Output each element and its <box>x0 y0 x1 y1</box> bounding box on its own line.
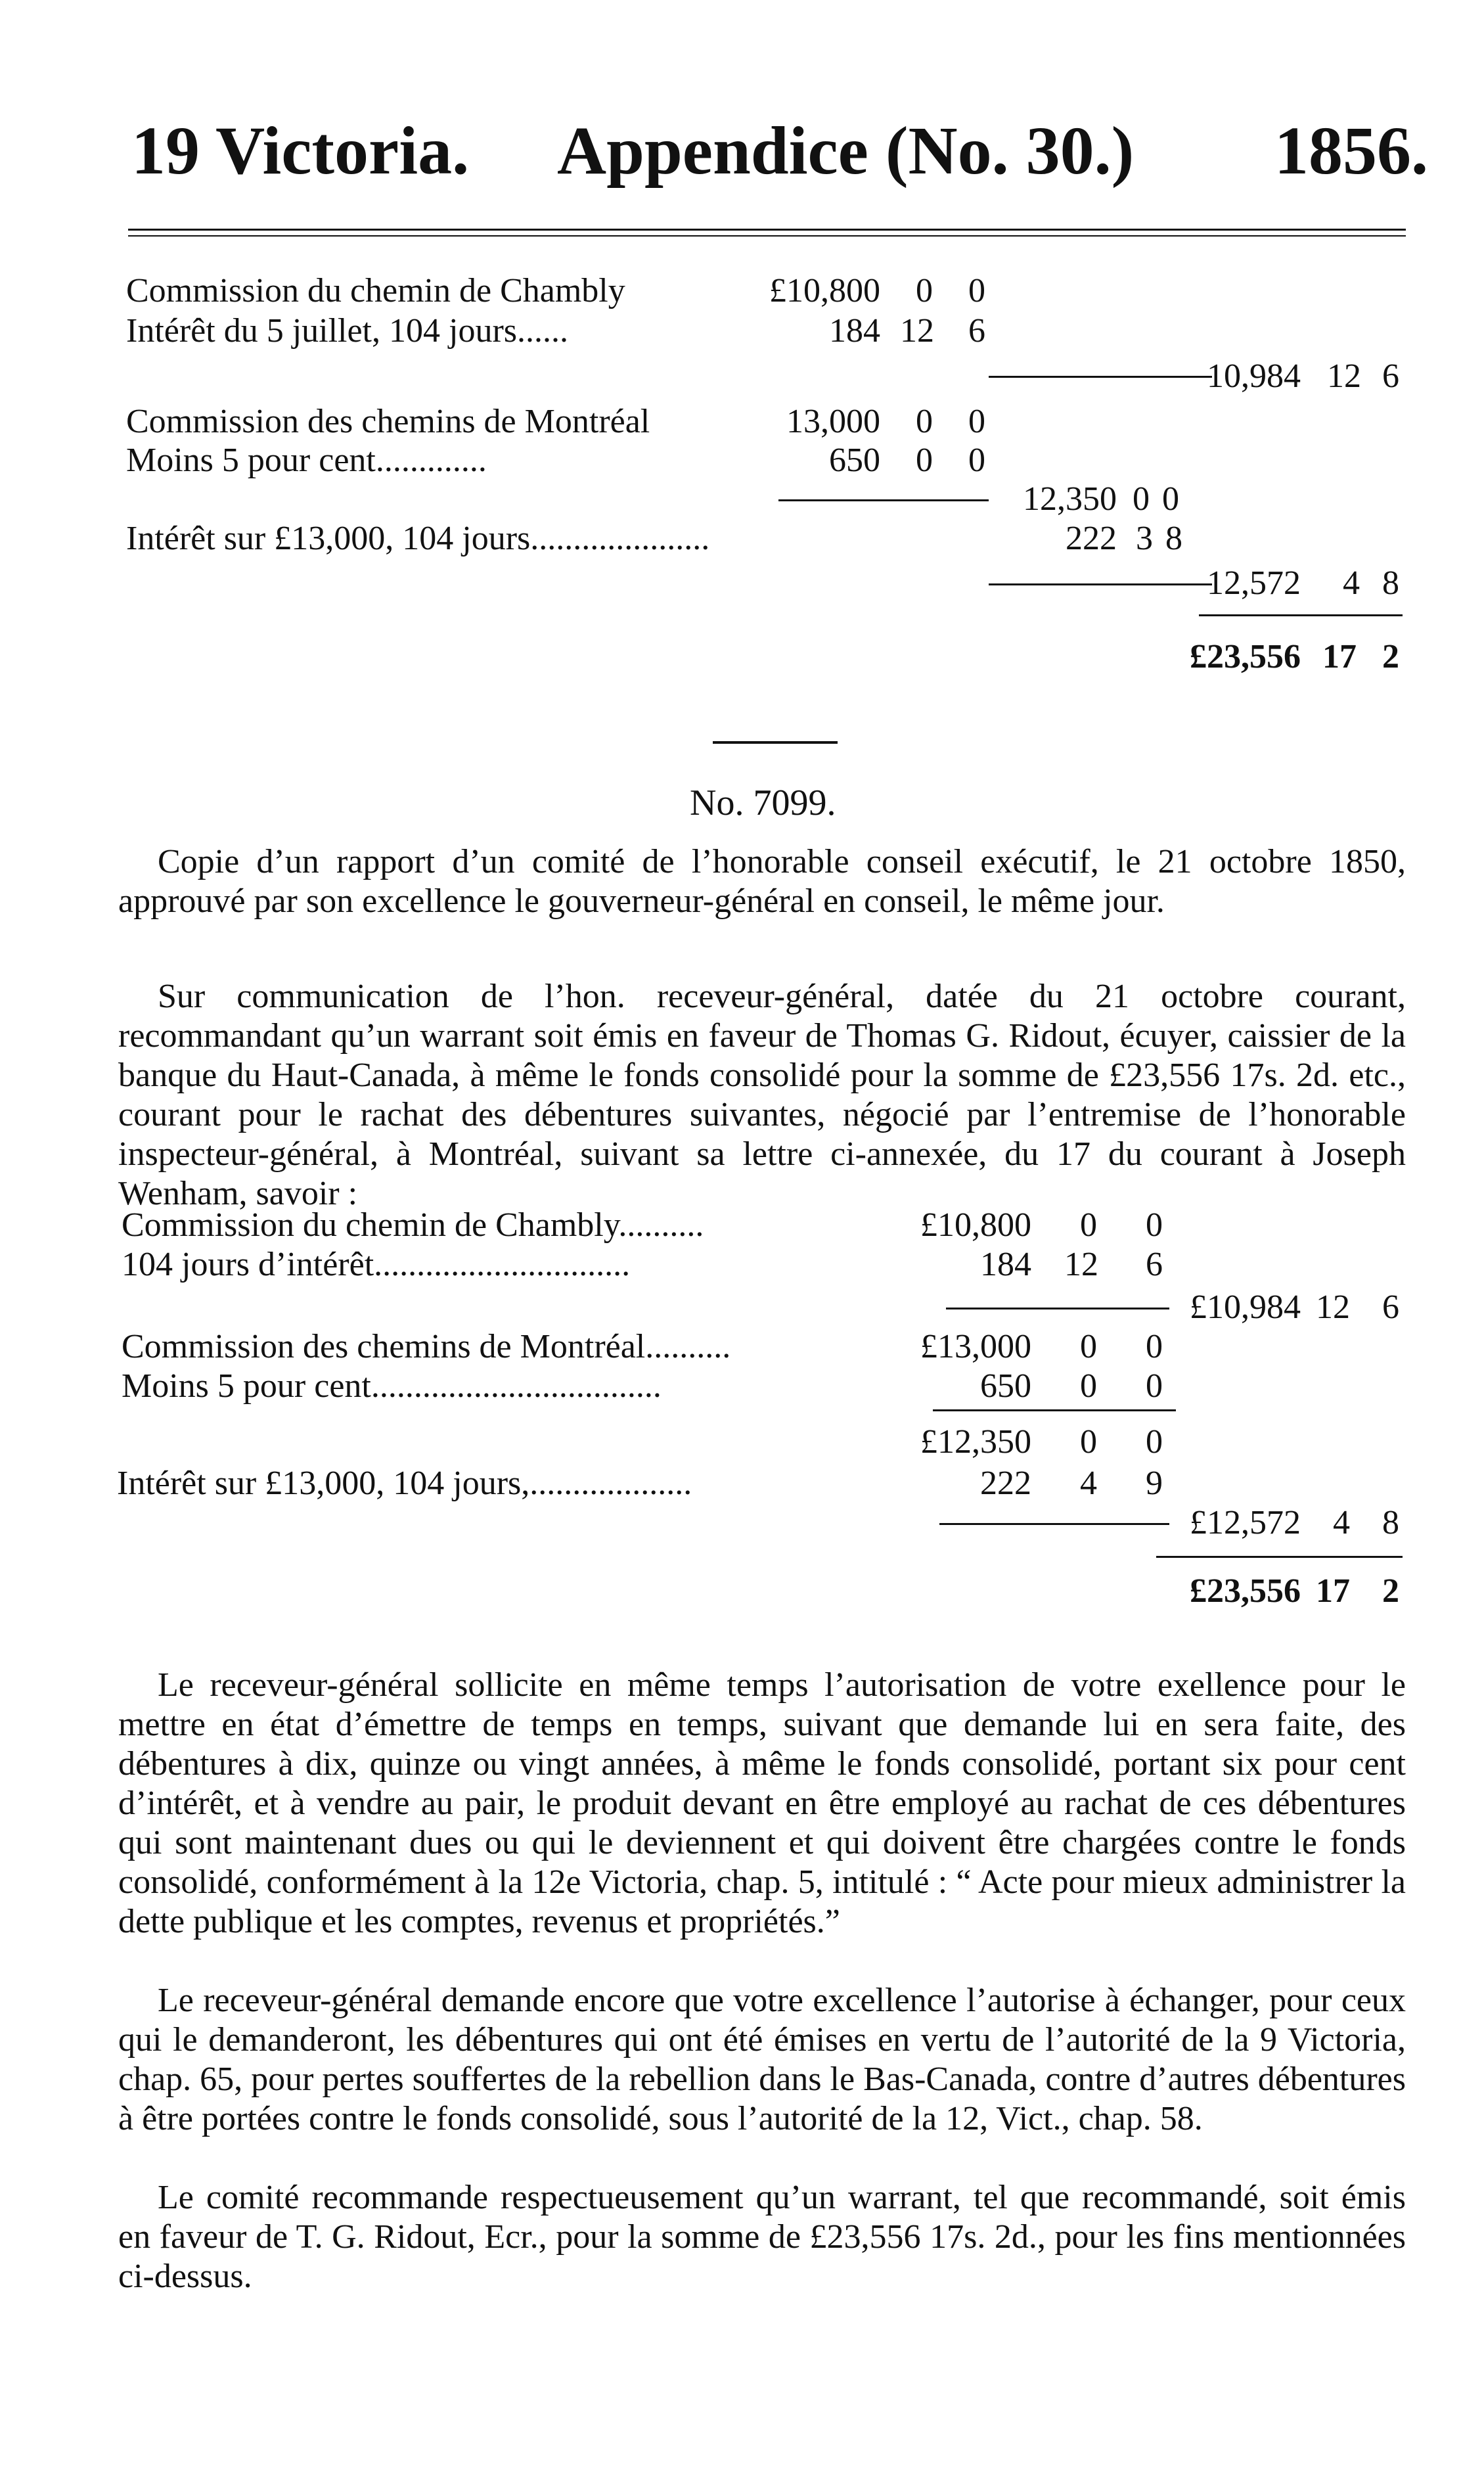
total-shillings: 12 <box>1327 357 1361 395</box>
paragraph-exchange <box>118 1981 1406 2139</box>
exchange-text: Le receveur-général demande encore que votre excellence l’autorise à échanger, pour ceux qui le demanderont, les débentures qui ont été émises en vertu de l’autorité de la 9 Victoria, chap. 65, pour pertes souffertes de la rebellion dans le Bas-Canada, contre d’autres débentures à être portées contre le fonds consolidé, sous l’autorité de la 12, Vict., chap. 58. <box>118 1982 1406 2137</box>
subtotal-rule <box>989 583 1212 585</box>
row-label: Intérêt sur £13,000, 104 jours..................... <box>126 520 710 557</box>
amount-pounds: 650 <box>829 442 880 479</box>
amount-pence: 9 <box>1146 1465 1163 1502</box>
grand-total-pence: 2 <box>1382 638 1399 675</box>
amount-pence: 6 <box>968 312 985 350</box>
amount-shillings: 0 <box>1080 1328 1097 1365</box>
amount-shillings: 12 <box>900 312 934 350</box>
section-separator <box>713 741 838 744</box>
header-rule-top <box>128 229 1406 231</box>
row-label: 104 jours d’intérêt.............................. <box>122 1246 631 1283</box>
amount-pounds: £10,800 <box>769 272 880 309</box>
amount-pence: 6 <box>1146 1246 1163 1283</box>
grand-total-pounds: £23,556 <box>1190 638 1301 675</box>
grand-total-shillings: 17 <box>1316 1572 1350 1610</box>
subtotal-rule <box>939 1523 1169 1525</box>
amount-pounds: 222 <box>1066 520 1117 557</box>
grand-total-rule <box>1199 614 1403 616</box>
amount-shillings: 0 <box>916 272 933 309</box>
intro-paragraph <box>118 842 1406 921</box>
amount-shillings: 0 <box>1080 1206 1097 1244</box>
row-label: Commission des chemins de Montréal.......... <box>122 1328 731 1365</box>
grand-total-shillings: 17 <box>1322 638 1357 675</box>
row-label: Intérêt du 5 juillet, 104 jours...... <box>126 312 569 350</box>
grand-total-rule <box>1156 1556 1403 1558</box>
subtotal-pence: 0 <box>1146 1423 1163 1461</box>
subtotal-pounds: £12,350 <box>920 1423 1031 1461</box>
amount-pounds: £13,000 <box>920 1328 1031 1365</box>
amount-pounds: £10,800 <box>920 1206 1031 1244</box>
subtotal-rule <box>989 376 1212 378</box>
grand-total-pounds: £23,556 <box>1190 1572 1301 1610</box>
paragraph-communication <box>118 977 1406 1214</box>
subtotal-pence: 0 <box>1162 480 1179 518</box>
amount-shillings: 0 <box>916 442 933 479</box>
total-shillings: 12 <box>1316 1288 1350 1326</box>
total-pence: 8 <box>1382 1504 1399 1541</box>
amount-pounds: 13,000 <box>786 403 880 440</box>
row-label: Commission du chemin de Chambly <box>126 272 625 309</box>
total-pence: 6 <box>1382 357 1399 395</box>
row-label: Intérêt sur £13,000, 104 jours,................... <box>117 1465 692 1502</box>
subtotal-rule <box>778 499 989 501</box>
header-rule-bottom <box>128 235 1406 237</box>
total-pounds: 10,984 <box>1207 357 1301 395</box>
amount-shillings: 0 <box>1080 1367 1097 1405</box>
amount-pence: 0 <box>1146 1367 1163 1405</box>
amount-pounds: 184 <box>980 1246 1031 1283</box>
amount-pounds: 222 <box>980 1465 1031 1502</box>
authorization-text: Le receveur-général sollicite en même temps l’autorisation de votre exellence pour le mettre en état d’émettre de temps en temps, suivant que demande lui en sera faite, des débentures à dix, quinze ou vingt années, à même le fonds consolidé, portant six pour cent d’intérêt, et à vendre au pair, le produit devant en être employé au rachat de ces débentures qui sont maintenant dues ou qui le deviennent et qui doivent être chargées contre le fonds consolidé, conformément à la 12e Victoria, chap. 5, intitulé : “ Acte pour mieux administrer la dette publique et les comptes, revenus et propriétés.” <box>118 1666 1406 1940</box>
amount-shillings: 12 <box>1064 1246 1098 1283</box>
total-pounds: £12,572 <box>1190 1504 1301 1541</box>
amount-pence: 0 <box>1146 1328 1163 1365</box>
paragraph-authorization <box>118 1666 1406 1942</box>
subtotal-rule <box>946 1308 1169 1309</box>
amount-shillings: 3 <box>1136 520 1153 557</box>
communication-text: Sur communication de l’hon. receveur-général, datée du 21 octobre courant, recommandant qu’un warrant soit émis en faveur de Thomas G. Ridout, écuyer, caissier de la banque du Haut-Canada, à même le fonds consolidé pour la somme de £23,556 17s. 2d. etc., courant pour le rachat des débentures suivantes, négocié par l’entremise de l’honorable inspecteur-général, à Montréal, suivant sa lettre ci-annexée, du 17 du courant à Joseph Wenham, savoir : <box>118 978 1406 1212</box>
grand-total-pence: 2 <box>1382 1572 1399 1610</box>
row-label: Moins 5 pour cent.................................. <box>122 1367 662 1405</box>
total-pence: 6 <box>1382 1288 1399 1326</box>
amount-pence: 8 <box>1165 520 1182 557</box>
row-label: Commission des chemins de Montréal <box>126 403 650 440</box>
header-year: 1856. <box>1274 113 1428 189</box>
amount-shillings: 0 <box>916 403 933 440</box>
row-label: Moins 5 pour cent............. <box>126 442 487 479</box>
total-pounds: £10,984 <box>1190 1288 1301 1326</box>
header-volume: 19 Victoria. <box>131 113 470 189</box>
total-shillings: 4 <box>1333 1504 1350 1541</box>
amount-shillings: 4 <box>1080 1465 1097 1502</box>
amount-pounds: 650 <box>980 1367 1031 1405</box>
subtotal-shillings: 0 <box>1133 480 1150 518</box>
subtotal-pounds: 12,350 <box>1023 480 1117 518</box>
subtotal-rule <box>933 1409 1176 1411</box>
total-pounds: 12,572 <box>1207 564 1301 602</box>
total-pence: 8 <box>1382 564 1399 602</box>
amount-pounds: 184 <box>829 312 880 350</box>
amount-pence: 0 <box>968 272 985 309</box>
amount-pence: 0 <box>968 403 985 440</box>
amount-pence: 0 <box>968 442 985 479</box>
total-shillings: 4 <box>1343 564 1360 602</box>
header-appendix: Appendice (No. 30.) <box>557 113 1135 189</box>
document-number: No. 7099. <box>690 783 836 823</box>
amount-pence: 0 <box>1146 1206 1163 1244</box>
subtotal-shillings: 0 <box>1080 1423 1097 1461</box>
recommendation-text: Le comité recommande respectueusement qu’un warrant, tel que recommandé, soit émis en faveur de T. G. Ridout, Ecr., pour la somme de £23,556 17s. 2d., pour les fins mentionnées ci-dessus. <box>118 2179 1406 2295</box>
paragraph-recommendation <box>118 2178 1406 2296</box>
intro-text: Copie d’un rapport d’un comité de l’honorable conseil exécutif, le 21 octobre 1850, approuvé par son excellence le gouverneur-général en conseil, le même jour. <box>118 843 1406 920</box>
row-label: Commission du chemin de Chambly.......... <box>122 1206 704 1244</box>
